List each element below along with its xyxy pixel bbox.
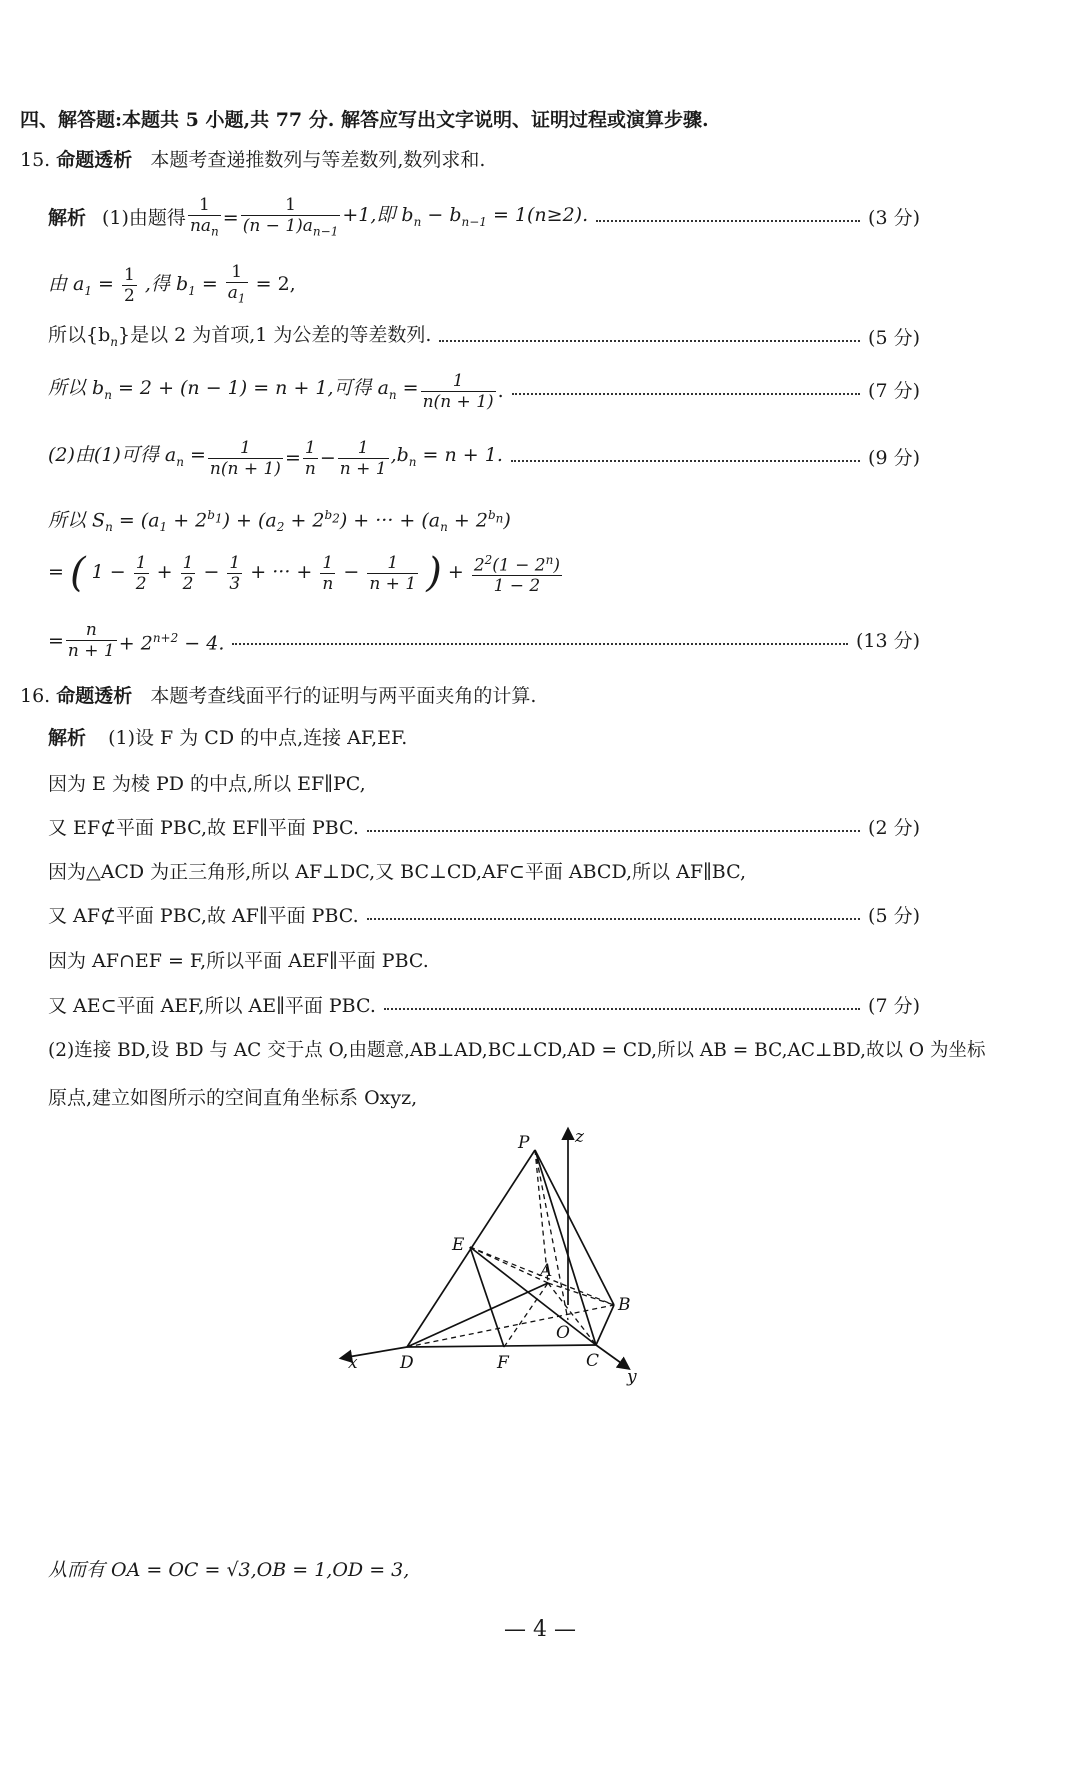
right-paren: ) xyxy=(426,550,442,596)
superscript: b xyxy=(207,508,215,522)
frac-den: na xyxy=(189,216,212,237)
q16-line-9: 原点,建立如图所示的空间直角坐标系 Oxyz, xyxy=(48,1087,418,1109)
frac-den: n + 1 xyxy=(339,458,387,479)
dot-leader xyxy=(439,340,860,342)
frac-num: 1 xyxy=(226,262,248,283)
q15-line-6 xyxy=(48,500,1080,542)
dot-leader xyxy=(596,220,860,222)
subscript: n−1 xyxy=(461,214,487,229)
frac-den: n(n + 1) xyxy=(422,391,494,412)
q15-l6-t1: + 2 xyxy=(167,509,208,532)
score: (3 分) xyxy=(868,207,920,230)
frac-num: 1 xyxy=(367,553,418,574)
label-E: E xyxy=(452,1235,465,1255)
frac-num: 1 xyxy=(241,195,341,216)
q15-l4-text2: = 2 + (n − 1) = n + 1,可得 a xyxy=(111,377,389,399)
q16-l7-text: 又 AE⊂平面 AEF,所以 AE∥平面 PBC. xyxy=(48,995,376,1017)
solution-label: 解析 xyxy=(48,727,87,749)
subscript: n−1 xyxy=(312,224,339,239)
q15-l2-prefix: 由 a xyxy=(48,273,85,296)
q16-topic: 本题考查线面平行的证明与两平面夹角的计算. xyxy=(150,685,537,707)
equals: = xyxy=(222,207,239,230)
frac-num: 1 xyxy=(188,195,221,216)
superscript: 2 xyxy=(484,552,493,567)
subscript: n xyxy=(211,224,219,239)
q16-line-8: (2)连接 BD,设 BD 与 AC 交于点 O,由题意,AB⊥AD,BC⊥CD,AD = CD,所以 AB = BC,AC⊥BD,故以 O 为坐标 xyxy=(48,1040,986,1061)
q15-topic: 本题考查递推数列与等差数列,数列求和. xyxy=(150,149,486,171)
q16-label: 命题透析 xyxy=(56,685,133,707)
fraction xyxy=(66,620,117,661)
fraction xyxy=(367,553,418,594)
subscript: 1 xyxy=(159,520,168,535)
q16-l5-text: 又 AF⊄平面 PBC,故 AF∥平面 PBC. xyxy=(48,905,359,927)
q15-l3-text: 所以{b xyxy=(48,324,111,346)
frac-den: n xyxy=(304,458,316,479)
frac-den: n(n + 1) xyxy=(209,458,281,479)
label-F: F xyxy=(497,1353,509,1373)
q15-l1-rest3: = 1(n≥2). xyxy=(486,204,589,226)
q15-l2-end: = 2, xyxy=(255,273,296,296)
fraction xyxy=(181,553,196,594)
superscript: n+2 xyxy=(152,631,179,645)
frac-num: 1 xyxy=(135,552,147,573)
subscript: n xyxy=(408,454,417,469)
label-x: x xyxy=(348,1353,358,1373)
subscript: 1 xyxy=(84,284,93,298)
q15-l8-t2: − 4. xyxy=(178,632,225,655)
frac-num: n xyxy=(66,620,117,641)
frac-num: 1 xyxy=(229,552,241,573)
minus: − xyxy=(343,561,366,583)
left-paren: ( xyxy=(69,550,86,596)
frac-num-end: ) xyxy=(553,555,560,576)
score: (5 分) xyxy=(868,327,920,350)
q15-line-3 xyxy=(48,320,920,357)
fraction xyxy=(134,553,149,594)
frac-den: 1 − 2 xyxy=(493,576,541,597)
fraction xyxy=(338,438,389,479)
fraction xyxy=(303,438,318,479)
frac-num: 1 xyxy=(208,438,283,459)
score: (13 分) xyxy=(855,629,920,652)
q15-l6-t5: + 2 xyxy=(447,509,488,532)
frac-den: n + 1 xyxy=(67,641,115,662)
frac-num: 1 xyxy=(320,553,335,574)
q15-l6-text: 所以 S xyxy=(48,509,106,532)
subscript: n xyxy=(176,454,184,469)
frac-den: n + 1 xyxy=(369,573,417,594)
equals: = xyxy=(284,447,301,470)
fraction xyxy=(241,195,341,241)
dot-leader xyxy=(232,643,848,645)
q15-l6-t6: ) xyxy=(503,509,511,532)
plus: + xyxy=(156,561,179,583)
q16-line-1 xyxy=(48,723,1080,753)
q16-line-4: 因为△ACD 为正三角形,所以 AF⊥DC,又 BC⊥CD,AF⊂平面 ABCD,所以 AF∥BC, xyxy=(48,861,746,883)
equals: = xyxy=(183,444,206,466)
equals: = xyxy=(48,561,64,583)
q15-l6-text2: = (a xyxy=(112,509,160,532)
q15-l1-prefix: (1)由题得 xyxy=(102,207,186,230)
dot-leader xyxy=(511,460,860,462)
label-D: D xyxy=(400,1353,414,1373)
q16-line-3 xyxy=(48,813,920,843)
q15-line-2 xyxy=(48,262,1080,311)
pyramid-figure xyxy=(330,1120,660,1400)
plus: + xyxy=(447,561,470,583)
q15-l5-text3: = n + 1. xyxy=(416,444,503,466)
q16-l3-text: 又 EF⊄平面 PBC,故 EF∥平面 PBC. xyxy=(48,817,359,839)
q15-l8-t1: + 2 xyxy=(118,632,153,655)
q15-l7-t1: 1 − xyxy=(91,561,132,583)
equals: = xyxy=(48,629,64,652)
q15-l2-mid: ,得 b xyxy=(144,273,189,296)
q15-l4-end: . xyxy=(497,380,504,403)
q15-l3-text2: }是以 2 为首项,1 为公差的等差数列. xyxy=(118,324,432,346)
q16-line-10: 从而有 OA = OC = √3,OB = 1,OD = 3, xyxy=(48,1559,410,1581)
label-C: C xyxy=(586,1351,600,1371)
subscript: n xyxy=(104,387,112,402)
score: (9 分) xyxy=(868,447,920,470)
q15-l1-rest: +1,即 b xyxy=(342,204,414,226)
label-y: y xyxy=(627,1367,637,1387)
superscript: b xyxy=(324,508,333,522)
q15-title xyxy=(20,145,1080,175)
frac-num: 1 xyxy=(124,264,135,285)
fraction xyxy=(227,553,242,594)
frac-den: 3 xyxy=(229,573,241,594)
subscript: n xyxy=(110,334,118,349)
q16-line-2: 因为 E 为棱 PD 的中点,所以 EF∥PC, xyxy=(48,773,366,795)
q16-line-7 xyxy=(48,991,920,1021)
score: (7 分) xyxy=(868,995,920,1017)
dot-leader xyxy=(384,1008,860,1010)
subscript: 1 xyxy=(188,284,196,298)
score: (7 分) xyxy=(868,380,920,403)
minus: − xyxy=(203,561,226,583)
frac-num: 1 xyxy=(421,371,496,392)
subscript: n xyxy=(440,520,448,535)
q15-line-8 xyxy=(48,618,920,663)
label-z: z xyxy=(575,1127,584,1147)
q15-l5-text: (2)由(1)可得 a xyxy=(48,444,177,466)
minus: − xyxy=(319,447,336,470)
score: (2 分) xyxy=(868,817,920,839)
q15-l7-t4: + ··· + xyxy=(250,561,319,583)
label-O: O xyxy=(556,1323,570,1343)
q16-l1-text: (1)设 F 为 CD 的中点,连接 AF,EF. xyxy=(108,727,408,749)
frac-den: 2 xyxy=(135,573,147,594)
equals: = xyxy=(92,273,121,296)
subscript: 2 xyxy=(332,511,340,526)
fraction xyxy=(208,438,283,479)
q16-number: 16. xyxy=(20,685,51,707)
q15-line-1 xyxy=(48,195,920,242)
q15-l4-text: 所以 b xyxy=(48,377,105,399)
q15-line-7 xyxy=(48,548,1080,596)
subscript: 2 xyxy=(276,520,285,535)
q15-l5-text2: ,b xyxy=(390,444,409,466)
frac-den: 2 xyxy=(182,573,194,594)
q15-l6-t2: ) + (a xyxy=(222,509,277,532)
label-A: A xyxy=(540,1261,553,1281)
label-B: B xyxy=(618,1295,631,1315)
fraction xyxy=(421,371,496,412)
fraction xyxy=(472,550,562,597)
fraction xyxy=(226,262,248,308)
fraction xyxy=(122,265,137,306)
subscript: n xyxy=(388,387,397,402)
frac-num: 1 xyxy=(303,438,318,459)
q16-line-5 xyxy=(48,901,920,931)
dot-leader xyxy=(367,830,860,832)
q16-title xyxy=(20,681,1080,711)
frac-num-rest: (1 − 2 xyxy=(492,555,546,576)
q15-l1-rest2: − b xyxy=(421,204,462,226)
q16-line-6: 因为 AF∩EF = F,所以平面 AEF∥平面 PBC. xyxy=(48,950,429,972)
label-P: P xyxy=(518,1133,530,1153)
subscript: 1 xyxy=(237,291,246,306)
solution-label: 解析 xyxy=(48,207,87,230)
q15-l6-t3: + 2 xyxy=(284,509,325,532)
subscript: 1 xyxy=(214,511,223,526)
equals: = xyxy=(195,273,224,296)
dot-leader xyxy=(367,918,860,920)
q15-number: 15. xyxy=(20,149,51,171)
q15-l6-t4: ) + ··· + (a xyxy=(339,509,441,532)
subscript: n xyxy=(495,511,504,526)
equals: = xyxy=(396,377,419,399)
q15-line-4 xyxy=(48,368,920,415)
fraction xyxy=(320,553,335,594)
frac-num: 1 xyxy=(338,438,389,459)
score: (5 分) xyxy=(868,905,920,927)
dot-leader xyxy=(512,393,860,395)
fraction xyxy=(188,195,221,241)
frac-den: n xyxy=(322,573,334,594)
frac-den: (n − 1)a xyxy=(242,216,313,237)
page-number: — 4 — xyxy=(504,1617,576,1642)
frac-num: 1 xyxy=(182,552,194,573)
frac-den: 2 xyxy=(124,285,135,306)
q15-line-5 xyxy=(48,435,920,482)
frac-den: a xyxy=(227,283,238,303)
section-heading: 四、解答题:本题共 5 小题,共 77 分. 解答应写出文字说明、证明过程或演算步骤. xyxy=(20,109,709,131)
subscript: n xyxy=(413,214,422,229)
q15-label: 命题透析 xyxy=(56,149,133,171)
superscript: n xyxy=(545,552,554,567)
superscript: b xyxy=(487,508,496,522)
frac-num: 2 xyxy=(473,555,485,576)
subscript: n xyxy=(105,520,113,535)
